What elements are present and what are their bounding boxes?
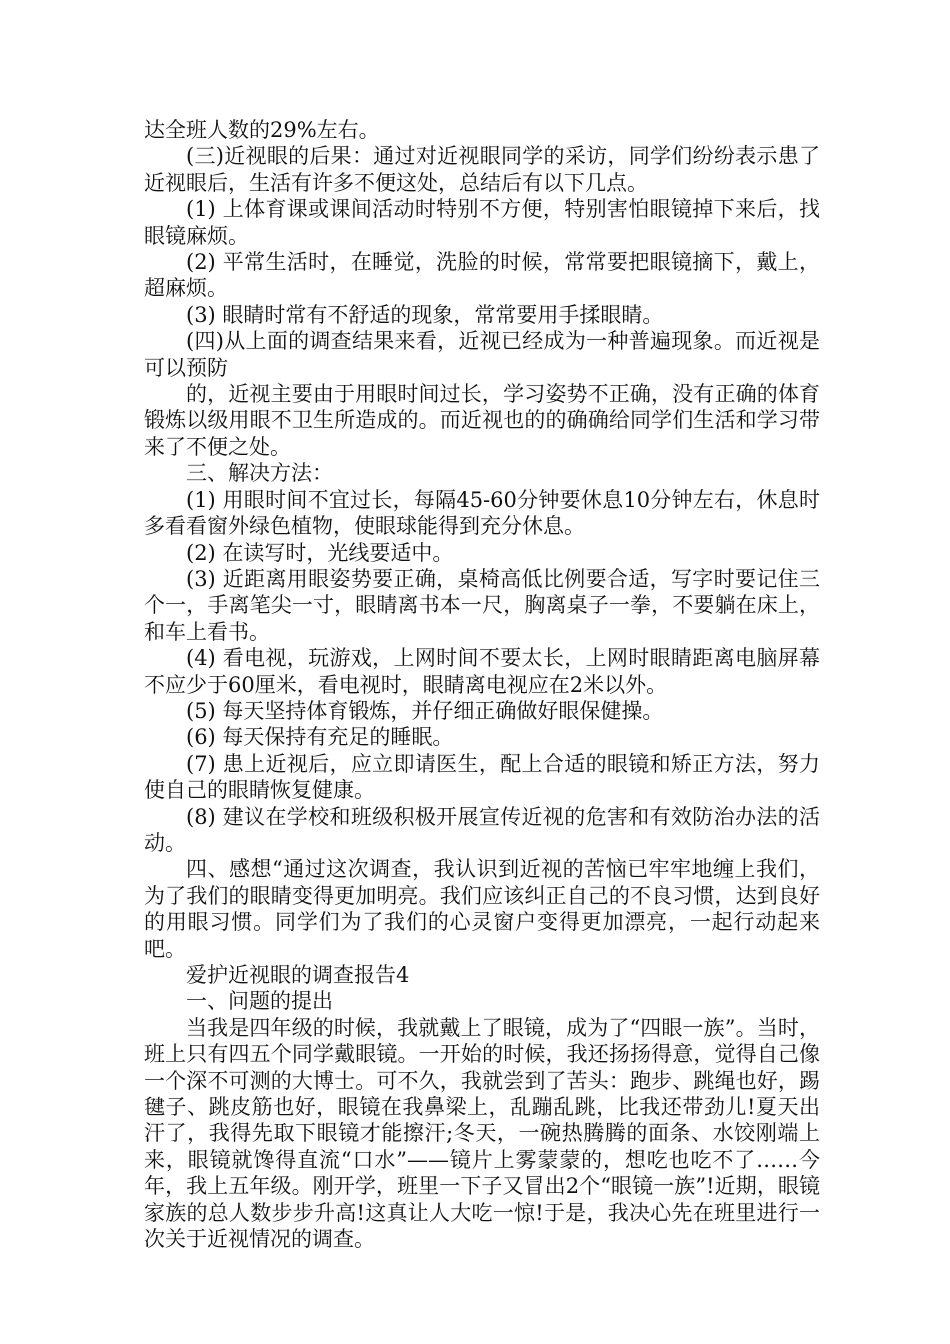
paragraph: (三)近视眼的后果：通过对近视眼同学的采访，同学们纷纷表示患了近视眼后，生活有许多不便这处，总结后有以下几点。 bbox=[144, 144, 820, 195]
section-heading: 三、解决方法： bbox=[186, 461, 333, 486]
paragraph: (8) 建议在学校和班级积极开展宣传近视的危害和有效防治办法的活动。 bbox=[144, 804, 820, 855]
paragraph: 四、感想“通过这次调查，我认识到近视的苦恼已牢牢地缠上我们，为了我们的眼睛变得更加明亮。我们应该纠正自己的不良习惯，达到良好的用眼习惯。同学们为了我们的心灵窗户变得更加漂亮，一起行动起来吧。 bbox=[144, 857, 820, 961]
paragraph: (1) 上体育课或课间活动时特别不方便，特别害怕眼镜掉下来后，找眼镜麻烦。 bbox=[144, 197, 820, 248]
section-heading: 一、问题的提出 bbox=[186, 989, 333, 1014]
paragraph: (3) 眼睛时常有不舒适的现象，常常要用手揉眼睛。 bbox=[186, 302, 664, 327]
paragraph: (2) 在读写时，光线要适中。 bbox=[186, 540, 454, 565]
paragraph: (3) 近距离用眼姿势要正确，桌椅高低比例要合适，写字时要记住三个一，手离笔尖一寸，眼睛离书本一尺，胸离桌子一拳，不要躺在床上，和车上看书。 bbox=[144, 566, 820, 644]
paragraph: (1) 用眼时间不宜过长，每隔45-60分钟要休息10分钟左右，休息时多看看窗外绿色植物，使眼球能得到充分休息。 bbox=[144, 487, 820, 539]
paragraph: (6) 每天保持有充足的睡眠。 bbox=[186, 725, 454, 750]
report-title: 爱护近视眼的调查报告4 bbox=[186, 963, 410, 987]
paragraph: (4) 看电视，玩游戏，上网时间不要太长，上网时眼睛距离电脑屏幕不应少于60厘米，看电视时，眼睛离电视应在2米以外。 bbox=[144, 646, 820, 697]
paragraph: (四)从上面的调查结果来看，近视已经成为一种普遍现象。而近视是可以预防 bbox=[144, 329, 820, 380]
document-body bbox=[144, 117, 820, 1252]
paragraph: (2) 平常生活时，在睡觉，洗脸的时候，常常要把眼镜摘下，戴上，超麻烦。 bbox=[144, 250, 820, 301]
paragraph: (5) 每天坚持体育锻炼，并仔细正确做好眼保健操。 bbox=[186, 698, 664, 723]
paragraph: (7) 患上近视后，应立即请医生，配上合适的眼镜和矫正方法，努力使自己的眼睛恢复健康。 bbox=[144, 751, 820, 803]
paragraph: 达全班人数的29%左右。 bbox=[144, 118, 380, 142]
paragraph: 当我是四年级的时候，我就戴上了眼镜，成为了“四眼一族”。当时，班上只有四五个同学戴眼镜。一开始的时候，我还扬扬得意，觉得自己像一个深不可测的大博士。可不久，我就尝到了苦头：跑步、跳绳也好，踢毽子、跳皮筋也好，眼镜在我鼻梁上，乱蹦乱跳，比我还带劲儿!夏天出汗了，我得先取下眼镜才能擦汗;冬天，一碗热腾腾的面条、水饺刚端上来，眼镜就馋得直流“口水”——镜片上雾蒙蒙的，想吃也吃不了……今年，我上五年级。刚开学，班里一下子又冒出2个“眼镜一族”!近期，眼镜家族的总人数步步升高!这真让人大吃一惊!于是，我决心先在班里进行一次关于近视情况的调查。 bbox=[144, 1015, 820, 1252]
paragraph: 的，近视主要由于用眼时间过长，学习姿势不正确，没有正确的体育锻炼以级用眼不卫生所造成的。而近视也的的确确给同学们生活和学习带来了不便之处。 bbox=[144, 382, 820, 459]
